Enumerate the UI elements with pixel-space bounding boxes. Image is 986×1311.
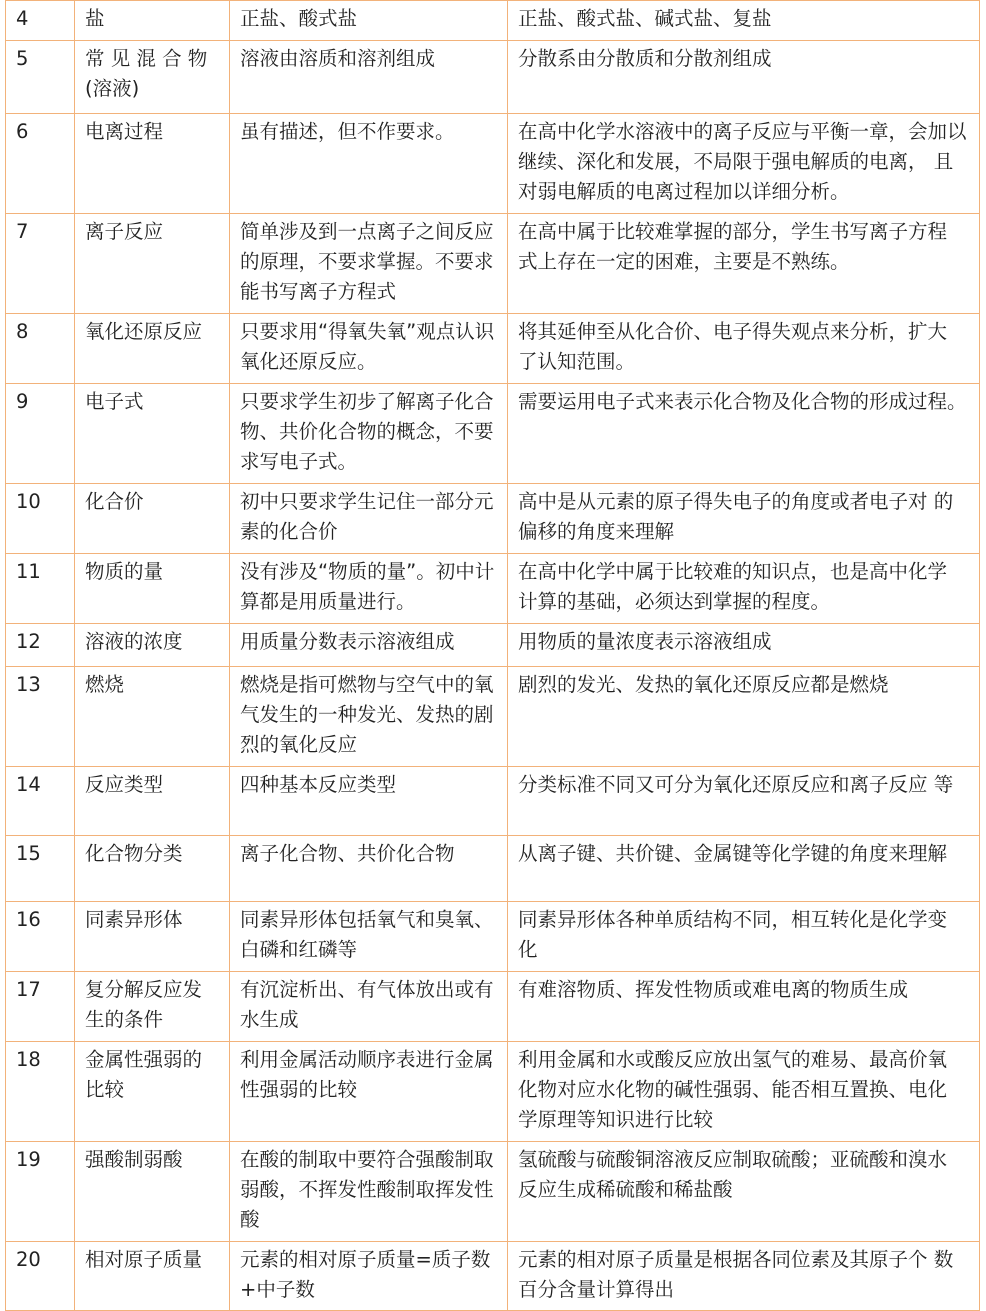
row-number: 19 [6, 1142, 75, 1242]
row-senior-content: 有难溶物质、挥发性物质或难电离的物质生成 [508, 972, 980, 1042]
table-row [6, 1142, 980, 1242]
table-row [6, 314, 980, 384]
row-number: 15 [6, 836, 75, 902]
row-number: 12 [6, 624, 75, 667]
row-junior-content: 有沉淀析出、有气体放出或有水生成 [230, 972, 508, 1042]
table-body [6, 1, 980, 1311]
table-row [6, 1242, 980, 1311]
table-row [6, 114, 980, 214]
row-number: 13 [6, 667, 75, 767]
row-junior-content: 没有涉及“物质的量”。初中计算都是用质量进行。 [230, 554, 508, 624]
row-senior-content: 从离子键、共价键、金属键等化学键的角度来理解 [508, 836, 980, 902]
row-junior-content: 四种基本反应类型 [230, 767, 508, 836]
row-number: 4 [6, 1, 75, 41]
row-topic: 盐 [75, 1, 230, 41]
row-junior-content: 初中只要求学生记住一部分元素的化合价 [230, 484, 508, 554]
row-senior-content: 氢硫酸与硫酸铜溶液反应制取硫酸；亚硫酸和溴水 反应生成稀硫酸和稀盐酸 [508, 1142, 980, 1242]
row-topic: 相对原子质量 [75, 1242, 230, 1311]
row-topic: 化合物分类 [75, 836, 230, 902]
table-row [6, 1, 980, 41]
row-senior-content: 高中是从元素的原子得失电子的角度或者电子对 的偏移的角度来理解 [508, 484, 980, 554]
row-number: 20 [6, 1242, 75, 1311]
table-row [6, 41, 980, 114]
row-number: 9 [6, 384, 75, 484]
row-senior-content: 正盐、酸式盐、碱式盐、复盐 [508, 1, 980, 41]
row-number: 10 [6, 484, 75, 554]
row-junior-content: 燃烧是指可燃物与空气中的氧气发生的一种发光、发热的剧烈的氧化反应 [230, 667, 508, 767]
row-senior-content: 利用金属和水或酸反应放出氢气的难易、最高价氧 化物对应水化物的碱性强弱、能否相互置换、电化 学原理等知识进行比较 [508, 1042, 980, 1142]
row-senior-content: 在高中属于比较难掌握的部分，学生书写离子方程 式上存在一定的困难，主要是不熟练。 [508, 214, 980, 314]
table-row [6, 902, 980, 972]
row-junior-content: 利用金属活动顺序表进行金属性强弱的比较 [230, 1042, 508, 1142]
row-topic: 氧化还原反应 [75, 314, 230, 384]
table-row [6, 972, 980, 1042]
row-topic: 电离过程 [75, 114, 230, 214]
row-senior-content: 在高中化学中属于比较难的知识点，也是高中化学 计算的基础，必须达到掌握的程度。 [508, 554, 980, 624]
row-number: 8 [6, 314, 75, 384]
row-number: 14 [6, 767, 75, 836]
table-row [6, 836, 980, 902]
row-number: 17 [6, 972, 75, 1042]
row-junior-content: 只要求学生初步了解离子化合物、共价化合物的概念，不要求写电子式。 [230, 384, 508, 484]
table-row [6, 554, 980, 624]
row-topic: 离子反应 [75, 214, 230, 314]
row-junior-content: 溶液由溶质和溶剂组成 [230, 41, 508, 114]
row-topic: 同素异形体 [75, 902, 230, 972]
row-topic: 复分解反应发生的条件 [75, 972, 230, 1042]
row-number: 18 [6, 1042, 75, 1142]
row-topic: 电子式 [75, 384, 230, 484]
table-row [6, 1042, 980, 1142]
table-row [6, 214, 980, 314]
row-senior-content: 将其延伸至从化合价、电子得失观点来分析，扩大 了认知范围。 [508, 314, 980, 384]
row-junior-content: 离子化合物、共价化合物 [230, 836, 508, 902]
row-senior-content: 在高中化学水溶液中的离子反应与平衡一章，会加以继续、深化和发展，不局限于强电解质的电离， 且对弱电解质的电离过程加以详细分析。 [508, 114, 980, 214]
row-number: 6 [6, 114, 75, 214]
row-number: 5 [6, 41, 75, 114]
row-senior-content: 用物质的量浓度表示溶液组成 [508, 624, 980, 667]
row-junior-content: 元素的相对原子质量=质子数+中子数 [230, 1242, 508, 1311]
row-senior-content: 同素异形体各种单质结构不同，相互转化是化学变 化 [508, 902, 980, 972]
row-junior-content: 在酸的制取中要符合强酸制取弱酸，不挥发性酸制取挥发性酸 [230, 1142, 508, 1242]
comparison-table [5, 0, 980, 1311]
table-row [6, 624, 980, 667]
row-junior-content: 正盐、酸式盐 [230, 1, 508, 41]
row-topic: 化合价 [75, 484, 230, 554]
row-junior-content: 简单涉及到一点离子之间反应的原理，不要求掌握。不要求能书写离子方程式 [230, 214, 508, 314]
row-topic: 常 见 混 合 物(溶液) [75, 41, 230, 114]
table-row [6, 667, 980, 767]
table-row [6, 767, 980, 836]
row-senior-content: 剧烈的发光、发热的氧化还原反应都是燃烧 [508, 667, 980, 767]
row-junior-content: 虽有描述，但不作要求。 [230, 114, 508, 214]
row-senior-content: 分散系由分散质和分散剂组成 [508, 41, 980, 114]
row-topic: 溶液的浓度 [75, 624, 230, 667]
row-senior-content: 需要运用电子式来表示化合物及化合物的形成过程。 [508, 384, 980, 484]
row-topic: 强酸制弱酸 [75, 1142, 230, 1242]
row-number: 11 [6, 554, 75, 624]
table-row [6, 384, 980, 484]
row-topic: 反应类型 [75, 767, 230, 836]
row-senior-content: 元素的相对原子质量是根据各同位素及其原子个 数百分含量计算得出 [508, 1242, 980, 1311]
row-topic: 金属性强弱的比较 [75, 1042, 230, 1142]
row-junior-content: 同素异形体包括氧气和臭氧、白磷和红磷等 [230, 902, 508, 972]
row-senior-content: 分类标准不同又可分为氧化还原反应和离子反应 等 [508, 767, 980, 836]
row-number: 16 [6, 902, 75, 972]
table-row [6, 484, 980, 554]
row-junior-content: 只要求用“得氧失氧”观点认识氧化还原反应。 [230, 314, 508, 384]
row-topic: 燃烧 [75, 667, 230, 767]
row-topic: 物质的量 [75, 554, 230, 624]
row-junior-content: 用质量分数表示溶液组成 [230, 624, 508, 667]
row-number: 7 [6, 214, 75, 314]
